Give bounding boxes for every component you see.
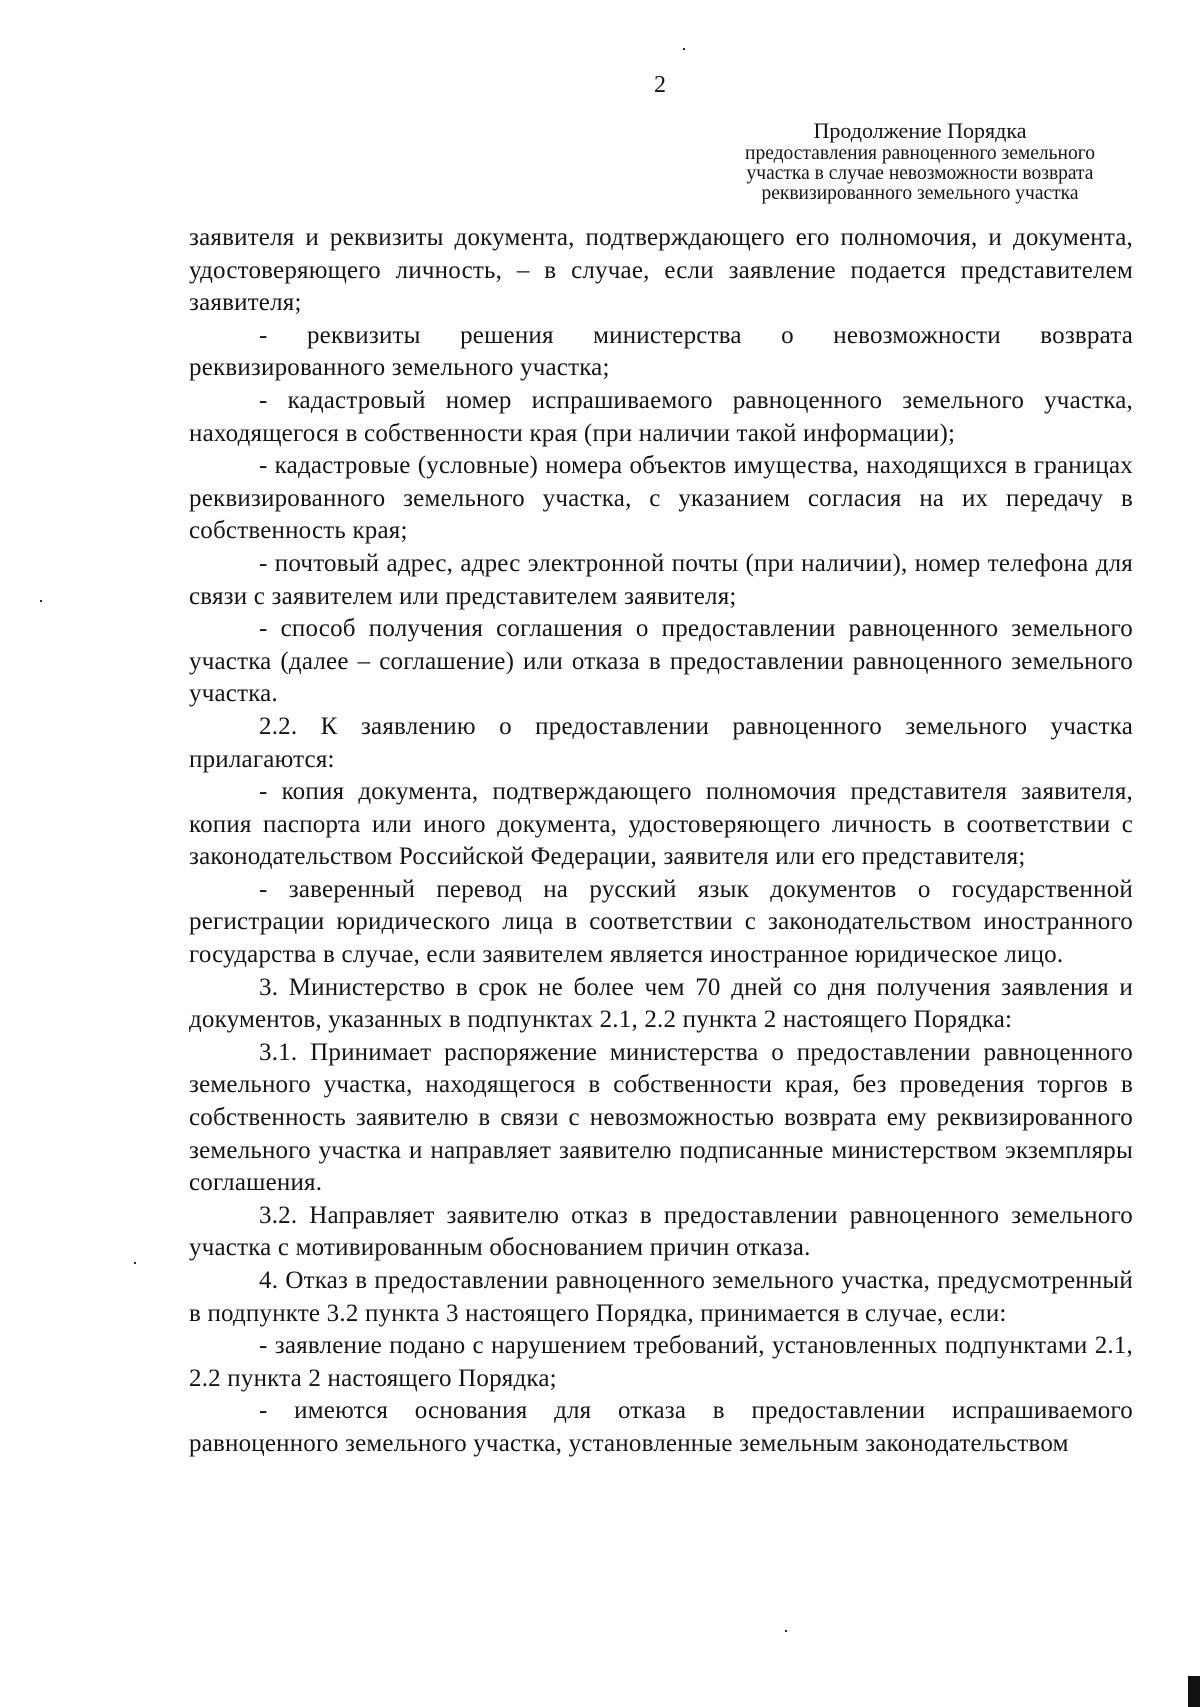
running-head-line: участка в случае невозможности возврата xyxy=(746,163,1094,184)
clause-2-2: 2.2. К заявлению о предоставлении равноценного земельного участка прилагаются: xyxy=(189,712,1133,773)
clause-3-2: 3.2. Направляет заявителю отказ в предоставлении равноценного земельного участка с мотивированным обоснованием причин отказа. xyxy=(189,1201,1133,1262)
list-item: - имеются основания для отказа в предоставлении испрашиваемого равноценного земельного участка, установленные земельным законодательством xyxy=(189,1397,1133,1457)
clause-3: 3. Министерство в срок не более чем 70 дней со дня получения заявления и документов, указанных в подпунктах 2.1, 2.2 пункта 2 настоящего Порядка: xyxy=(189,973,1133,1034)
list-item: - реквизиты решения министерства о невозможности возврата реквизированного земельного участка; xyxy=(189,321,1133,382)
running-head-line: предоставления равноценного земельного xyxy=(745,143,1095,164)
list-item: - кадастровый номер испрашиваемого равноценного земельного участка, находящегося в собственности края (при наличии такой информации); xyxy=(189,386,1133,447)
running-head-line: реквизированного земельного участка xyxy=(761,183,1079,204)
scan-speck xyxy=(785,1630,787,1632)
page-number: 2 xyxy=(654,72,666,98)
scan-speck xyxy=(40,600,42,602)
list-item: - способ получения соглашения о предоставлении равноценного земельного участка (далее – соглашение) или отказа в предоставлении равноценного земельного участка. xyxy=(189,615,1133,708)
clause-3-1: 3.1. Принимает распоряжение министерства о предоставлении равноценного земельного участка, находящегося в собственности края, без проведения торгов в собственность заявителю в связи с невозможностью возврата ему реквизированного земельного участка и направляет заявителю подписанные министерством экземпляры соглашения. xyxy=(189,1038,1133,1197)
scan-speck xyxy=(683,48,685,50)
list-item: - заявление подано с нарушением требований, установленных подпунктами 2.1, 2.2 пункта 2 настоящего Порядка; xyxy=(189,1332,1133,1392)
page-edge-mark xyxy=(1188,1676,1200,1707)
paragraph: заявителя и реквизиты документа, подтверждающего его полномочия, и документа, удостоверяющего личность, – в случае, если заявление подается представителем заявителя; xyxy=(189,224,1133,317)
scan-speck xyxy=(134,1262,136,1264)
body-text xyxy=(189,222,1133,1461)
clause-4: 4. Отказ в предоставлении равноценного земельного участка, предусмотренный в подпункте 3.2 пункта 3 настоящего Порядка, принимается в случае, если: xyxy=(189,1267,1133,1327)
list-item: - почтовый адрес, адрес электронной почты (при наличии), номер телефона для связи с заявителем или представителем заявителя; xyxy=(189,549,1133,610)
list-item: - кадастровые (условные) номера объектов имущества, находящихся в границах реквизированного земельного участка, с указанием согласия на их передачу в собственность края; xyxy=(189,452,1133,545)
running-head-title: Продолжение Порядка xyxy=(813,118,1027,143)
running-head xyxy=(690,117,1150,204)
list-item: - копия документа, подтверждающего полномочия представителя заявителя, копия паспорта или иного документа, удостоверяющего личность в соответствии с законодательством Российской Федерации, заявителя или его представителя; xyxy=(189,778,1133,871)
list-item: - заверенный перевод на русский язык документов о государственной регистрации юридического лица в соответствии с законодательством иностранного государства в случае, если заявителем является иностранное юридическое лицо. xyxy=(189,875,1133,969)
